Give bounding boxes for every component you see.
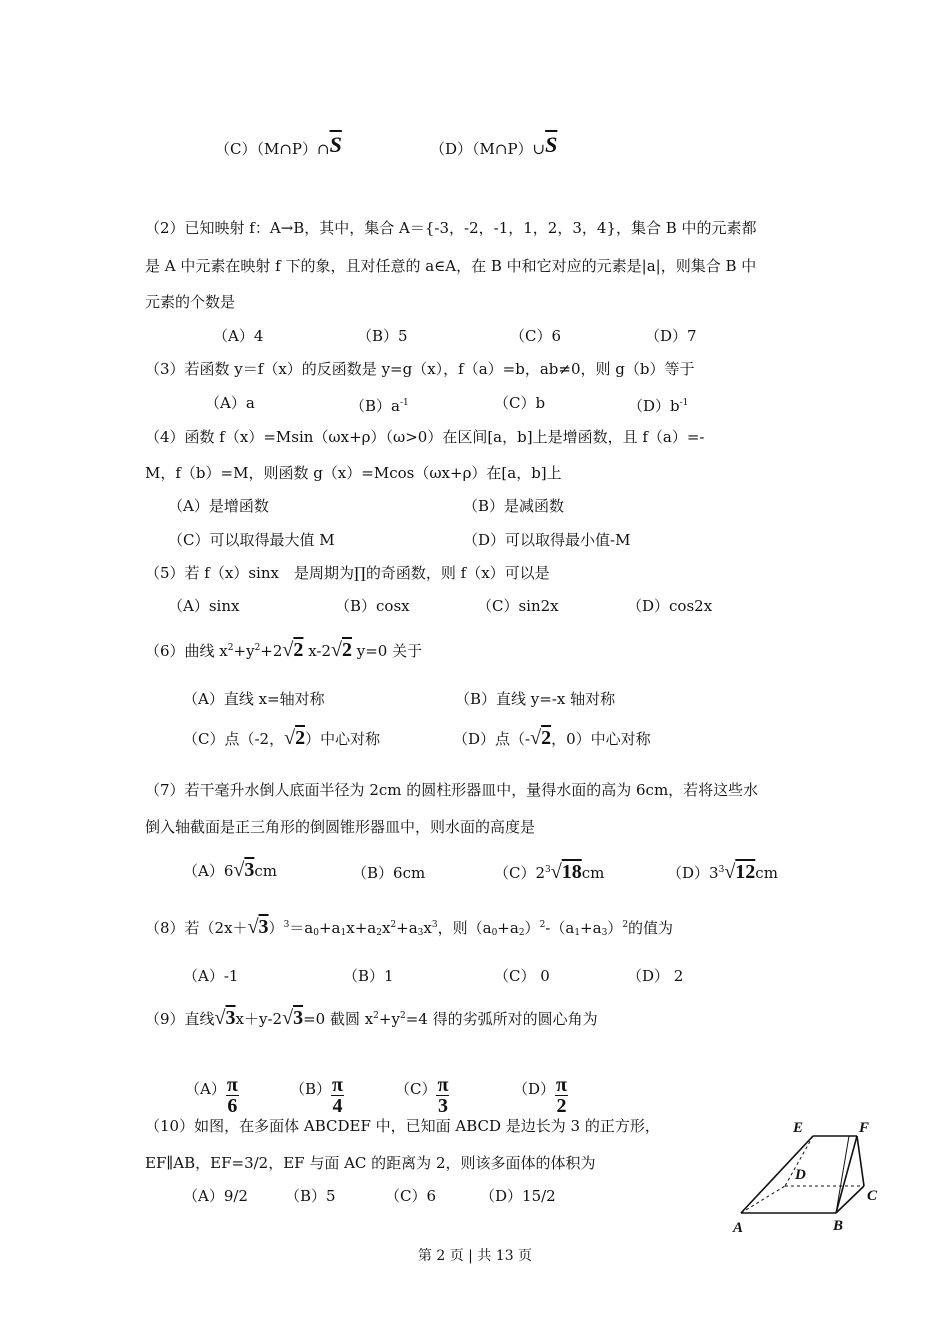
q9-option-a — [185, 1075, 239, 1116]
q8-rest: 的值为 — [628, 919, 674, 937]
q6-option-c-pre: （C）点（-2， — [183, 730, 285, 748]
q7-line2: 倒入轴截面是正三角形的倒圆锥形器皿中，则水面的高度是 — [145, 818, 536, 836]
q8-option-c: （C） 0 — [494, 967, 550, 985]
q3-option-d-text: （D）b — [628, 397, 680, 415]
q1-option-c-text: （C）（M∩P）∩ — [215, 140, 330, 158]
q8-option-d: （D） 2 — [627, 967, 684, 985]
fraction-pi-3 — [436, 1075, 449, 1116]
q10-option-c: （C）6 — [385, 1187, 437, 1205]
sqrt-3: √3 — [214, 1007, 236, 1029]
cube-root-index: 3 — [718, 865, 725, 875]
polyhedron-figure — [725, 1112, 885, 1240]
q4-option-b: （B）是减函数 — [463, 497, 565, 515]
q9-line1: （9）直线√3x＋y-2√3=0 截圆 $x^2+y^2=4$ 得的劣弧所对的圆心角为 — [145, 1007, 598, 1029]
q9-post2: +y — [378, 1010, 400, 1028]
unit-cm: cm — [581, 864, 605, 882]
label-b: B — [833, 1218, 844, 1234]
s-complement-symbol: $\overline{S}$ — [545, 132, 558, 157]
sqrt-3: √3 — [282, 1007, 304, 1029]
q7-option-d-pre: （D）3 — [667, 864, 719, 882]
label-d: D — [795, 1167, 806, 1183]
q9-option-c — [395, 1075, 449, 1116]
q8-exp3: 3 — [283, 920, 290, 930]
q3-option-b — [350, 393, 409, 416]
q9-pre: （9）直线 — [145, 1010, 215, 1028]
q10-option-d: （D）15/2 — [480, 1187, 556, 1205]
q6-option-a: （A）直线 x=轴对称 — [183, 690, 325, 708]
cbrt-18-radicand: 18 — [561, 861, 582, 883]
q10-line1: （10）如图，在多面体 ABCDEF 中，已知面 ABCD 是边长为 3 的正方形， — [145, 1117, 660, 1135]
sqrt-2-radicand: 2 — [541, 727, 552, 749]
q3-option-a: （A）a — [205, 394, 255, 412]
q5-option-a: （A）sinx — [168, 597, 240, 615]
q1-option-c — [215, 132, 342, 159]
sqrt-2: √2 — [530, 727, 552, 749]
q9-option-b — [290, 1075, 344, 1116]
q8-eq: ＝a — [289, 919, 314, 937]
sqrt-2-radicand: 2 — [293, 639, 304, 661]
q7-option-d — [667, 860, 778, 883]
fraction-pi-2 — [555, 1075, 568, 1116]
q9-option-d — [513, 1075, 568, 1116]
q8-option-a: （A）-1 — [183, 967, 239, 985]
frac-num: π — [556, 1074, 567, 1096]
q4-option-a: （A）是增函数 — [168, 497, 269, 515]
q3-line1: （3）若函数 y＝f（x）的反函数是 y=g（x），f（a）=b，ab≠0，则 g（b）等于 — [145, 360, 695, 378]
sqrt-3-radicand: 3 — [258, 916, 269, 938]
q6-xminus2: x-2 — [308, 642, 331, 660]
q5-option-b: （B）cosx — [335, 597, 410, 615]
q8-line1: （8）若$(2x+√3)^3=a_0+a_1x+a_2x^2+a_3x^3$，则$(a_0+a_2)^2-(a_1+a_3)^2$的值为 — [145, 916, 674, 938]
q6-option-d — [453, 728, 651, 749]
q2-option-d: （D）7 — [645, 327, 697, 345]
q1-option-d-text: （D）（M∩P）∪ — [430, 140, 546, 158]
q6-option-c — [183, 728, 380, 749]
q7-option-c — [494, 860, 604, 883]
label-c: C — [867, 1188, 878, 1204]
q7-option-b: （B）6cm — [352, 864, 426, 882]
q3-exponent: -1 — [399, 398, 409, 408]
q9-option-label: （A） — [185, 1080, 226, 1098]
label-a: A — [733, 1220, 744, 1236]
q4-option-d: （D）可以取得最小值-M — [463, 531, 631, 549]
q2-option-b: （B）5 — [357, 327, 408, 345]
unit-cm: cm — [254, 862, 277, 880]
q2-line3: 元素的个数是 — [145, 293, 236, 311]
q9-option-label: （B） — [290, 1080, 332, 1098]
fraction-pi-4 — [331, 1075, 344, 1116]
sqrt-3: √3 — [233, 859, 255, 881]
page-footer: 第 2 页 | 共 13 页 — [417, 1248, 533, 1264]
cbrt-12-radicand: 12 — [735, 861, 756, 883]
q4-line1: （4）函数 f（x）=Msin（ωx+ρ）（ω>0）在区间[a，b]上是增函数，且 f（a）=- — [145, 428, 705, 446]
s-complement-symbol: $\overline{S}$ — [329, 132, 342, 157]
q6-exp: 2 — [227, 643, 234, 653]
q3-option-b-text: （B）a — [350, 397, 400, 415]
q9-post3: =4 得的劣弧所对的圆心角为 — [405, 1010, 598, 1028]
q9-option-label: （C） — [395, 1080, 437, 1098]
frac-num: π — [226, 1074, 238, 1096]
q1-option-d — [430, 132, 558, 159]
q2-option-c: （C）6 — [510, 327, 562, 345]
frac-den: 6 — [227, 1095, 238, 1117]
q7-line1: （7）若干毫升水倒人底面半径为 2cm 的圆柱形器皿中，量得水面的高为 6cm，若将这些水 — [145, 781, 759, 799]
q8-pre: （8）若（2x＋ — [145, 919, 248, 937]
sqrt-3-radicand: 3 — [244, 859, 255, 881]
q9-post: =0 截圆 x — [303, 1010, 374, 1028]
q7-option-a-pre: （A）6 — [183, 862, 234, 880]
sqrt-2-radicand: 2 — [341, 639, 352, 661]
q2-line1: （2）已知映射 f：A→B，其中，集合 A＝{-3，-2，-1，1，2，3，4}，集合 B 中的元素都 — [145, 219, 757, 237]
q3-option-d — [628, 393, 688, 416]
q8-mid: ） — [268, 919, 284, 937]
cube-root-index: 3 — [545, 865, 551, 875]
sqrt-3-radicand: 3 — [293, 1007, 304, 1029]
q10-option-b: （B）5 — [285, 1187, 336, 1205]
q6-prefix: （6）曲线 x — [145, 642, 228, 660]
sqrt-3-radicand: 3 — [225, 1007, 236, 1029]
frac-num: π — [437, 1074, 449, 1096]
fraction-pi-6 — [226, 1075, 239, 1116]
q6-option-b: （B）直线 y=-x 轴对称 — [455, 690, 616, 708]
q9-option-label: （D） — [513, 1080, 556, 1098]
q2-option-a: （A）4 — [213, 327, 264, 345]
sqrt-2: √2 — [284, 727, 306, 749]
q4-option-c: （C）可以取得最大值 M — [168, 531, 335, 549]
q4-line2: M，f（b）=M，则函数 g（x）=Mcos（ωx+ρ）在[a，b]上 — [145, 464, 562, 482]
q6-line1 — [145, 638, 422, 661]
q7-option-a — [183, 860, 277, 881]
q6-option-c-post: ）中心对称 — [305, 730, 381, 748]
q10-line2: EF∥AB，EF=3/2，EF 与面 AC 的距离为 2，则该多面体的体积为 — [145, 1154, 596, 1172]
q5-option-d: （D）cos2x — [627, 597, 713, 615]
label-e: E — [793, 1120, 804, 1136]
frac-den: 4 — [332, 1095, 343, 1117]
unit-cm: cm — [755, 864, 778, 882]
label-f: F — [859, 1120, 870, 1136]
q6-y: +y — [233, 642, 255, 660]
q3-exponent: -1 — [679, 398, 689, 408]
q5-option-c: （C）sin2x — [477, 597, 559, 615]
sqrt-2-radicand: 2 — [295, 727, 306, 749]
cbrt-12: √12 — [724, 861, 756, 883]
sqrt-2: √2 — [331, 639, 352, 661]
q9-mid: x＋y-2 — [235, 1010, 283, 1028]
q8-option-b: （B）1 — [343, 967, 394, 985]
q6-exp: 2 — [254, 643, 261, 653]
sqrt-3: √3 — [247, 916, 269, 938]
q6-option-d-post: ，0）中心对称 — [551, 730, 651, 748]
q6-suffix: y=0 关于 — [356, 642, 423, 660]
frac-den: 2 — [556, 1095, 567, 1117]
sqrt-2: √2 — [282, 639, 304, 661]
frac-den: 3 — [437, 1095, 448, 1117]
q10-option-a: （A）9/2 — [183, 1187, 248, 1205]
q2-line2: 是 A 中元素在映射 f 下的象，且对任意的 a∈A，在 B 中和它对应的元素是|a|，则集合 B 中 — [145, 257, 757, 275]
cbrt-18: √18 — [550, 861, 582, 883]
frac-num: π — [332, 1074, 343, 1096]
q3-option-c: （C）b — [494, 394, 546, 412]
q5-line1: （5）若 f（x）sinx 是周期为∏的奇函数，则 f（x）可以是 — [145, 564, 550, 582]
q6-plus2: +2 — [260, 642, 283, 660]
q7-option-c-pre: （C）2 — [494, 864, 546, 882]
q6-option-d-pre: （D）点（- — [453, 730, 531, 748]
